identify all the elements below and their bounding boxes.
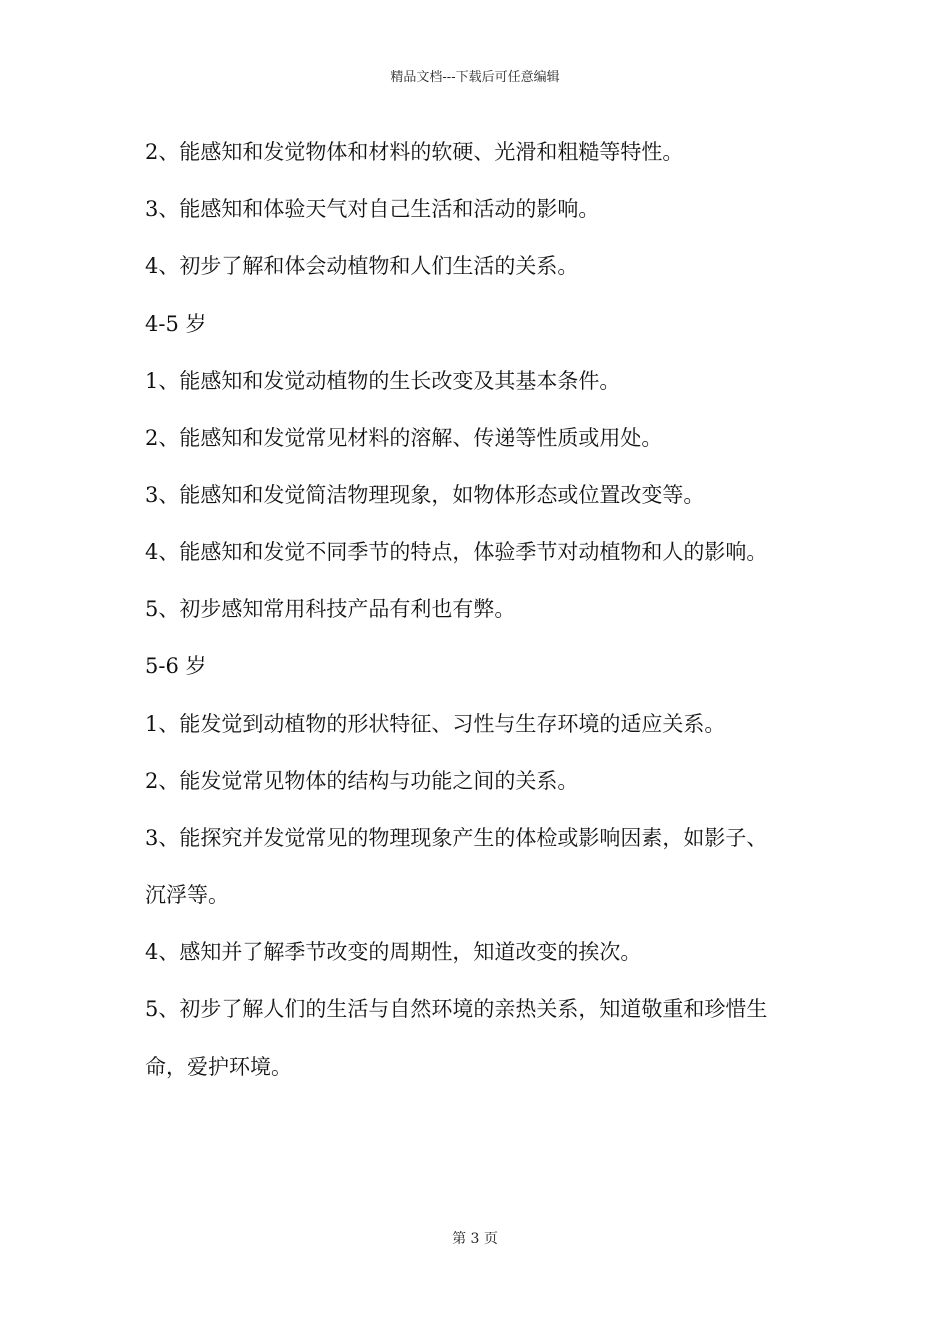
text-line: 2、能感知和发觉物体和材料的软硬、光滑和粗糙等特性。 xyxy=(145,140,684,164)
text-line: 3、能探究并发觉常见的物理现象产生的体检或影响因素，如影子、 xyxy=(145,826,768,850)
text-line: 4、能感知和发觉不同季节的特点，体验季节对动植物和人的影响。 xyxy=(145,540,768,564)
text-line: 3、能感知和发觉简洁物理现象，如物体形态或位置改变等。 xyxy=(145,483,705,507)
page-header: 精品文档---下载后可任意编辑 xyxy=(390,70,560,85)
text-line: 2、能发觉常见物体的结构与功能之间的关系。 xyxy=(145,769,579,793)
section-heading-5-6: 5-6 岁 xyxy=(145,654,207,678)
text-line: 2、能感知和发觉常见材料的溶解、传递等性质或用处。 xyxy=(145,426,663,450)
text-line: 5、初步感知常用科技产品有利也有弊。 xyxy=(145,597,516,621)
text-line: 3、能感知和体验天气对自己生活和活动的影响。 xyxy=(145,197,600,221)
text-line: 1、能感知和发觉动植物的生长改变及其基本条件。 xyxy=(145,369,621,393)
section-heading-4-5: 4-5 岁 xyxy=(145,312,207,336)
text-line: 5、初步了解人们的生活与自然环境的亲热关系，知道敬重和珍惜生 xyxy=(145,997,768,1021)
text-line: 4、初步了解和体会动植物和人们生活的关系。 xyxy=(145,254,579,278)
text-line: 命，爱护环境。 xyxy=(145,1055,292,1079)
text-line: 沉浮等。 xyxy=(145,883,229,907)
text-line: 4、感知并了解季节改变的周期性，知道改变的挨次。 xyxy=(145,940,642,964)
page-number: 第 3 页 xyxy=(452,1231,498,1247)
text-line: 1、能发觉到动植物的形状特征、习性与生存环境的适应关系。 xyxy=(145,712,726,736)
